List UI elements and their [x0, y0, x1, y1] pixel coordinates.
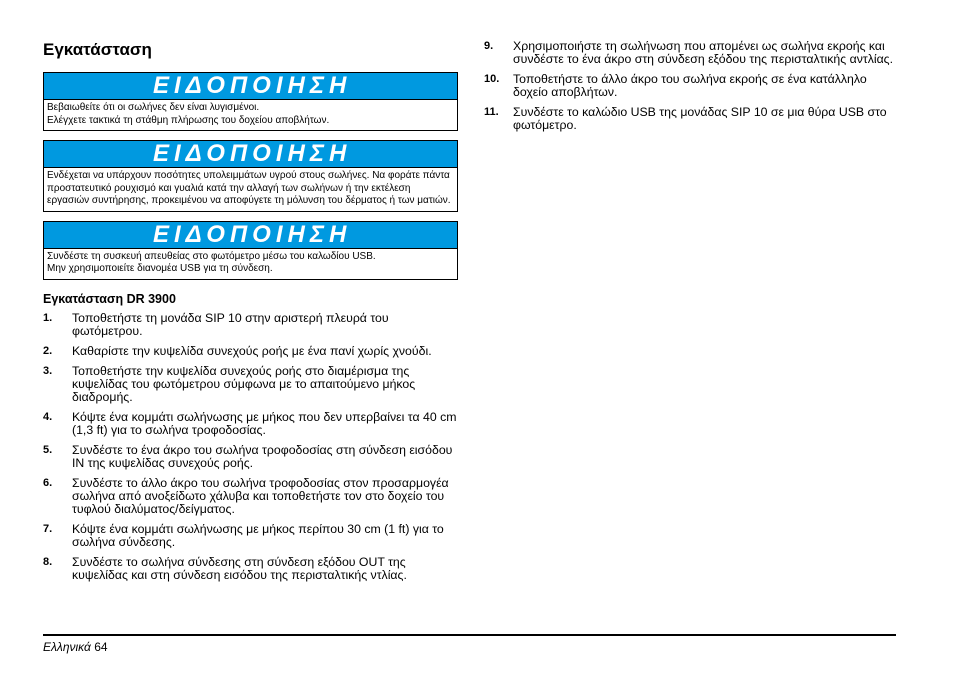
- step-number: 5.: [43, 443, 53, 456]
- footer-divider: [43, 634, 896, 636]
- step-number: 2.: [43, 344, 53, 357]
- step-list-right: [484, 40, 896, 132]
- list-item: [43, 312, 458, 338]
- notice-heading: ΕΙΔΟΠΟΙΗΣΗ: [44, 222, 457, 249]
- footer-language: Ελληνικά: [43, 640, 91, 654]
- step-text: Τοποθετήστε την κυψελίδα συνεχούς ροής στο διαμέρισμα της κυψελίδας του φωτόμετρου σύμφωνα με το απαιτούμενο μήκος διαδρομής.: [72, 363, 416, 404]
- step-text: Καθαρίστε την κυψελίδα συνεχούς ροής με ένα πανί χωρίς χνούδι.: [72, 343, 432, 358]
- list-item: [484, 73, 896, 99]
- step-text: Συνδέστε το σωλήνα σύνδεσης στη σύνδεση εξόδου OUT της κυψελίδας και στη σύνδεση εισόδου της περισταλτικής ντλίας.: [72, 554, 407, 582]
- page-number: 64: [94, 640, 108, 654]
- notice-line: Ελέγχετε τακτικά τη στάθμη πλήρωσης του δοχείου αποβλήτων.: [47, 114, 330, 126]
- step-number: 6.: [43, 476, 53, 489]
- left-column: [43, 38, 458, 589]
- step-number: 4.: [43, 410, 53, 423]
- list-item: [43, 411, 458, 437]
- notice-heading: ΕΙΔΟΠΟΙΗΣΗ: [44, 141, 457, 168]
- step-text: Συνδέστε το άλλο άκρο του σωλήνα τροφοδοσίας στον προσαρμογέα σωλήνα από ανοξείδωτο χάλυβα και τοποθετήστε τον στο δοχείο του τυφλού διαλύματος/δείγματος.: [72, 475, 449, 516]
- page-footer: [43, 640, 108, 654]
- list-item: [43, 365, 458, 404]
- step-text: Κόψτε ένα κομμάτι σωλήνωσης με μήκος που δεν υπερβαίνει τα 40 cm (1,3 ft) για το σωλήνα τροφοδοσίας.: [72, 409, 457, 437]
- step-number: 10.: [484, 73, 500, 85]
- notice-line: Μην χρησιμοποιείτε διανομέα USB για τη σύνδεση.: [47, 263, 273, 274]
- step-text: Συνδέστε το ένα άκρο του σωλήνα τροφοδοσίας στη σύνδεση εισόδου IN της κυψελίδας συνεχούς ροής.: [72, 442, 453, 470]
- list-item: [43, 556, 458, 582]
- notice-line: Ενδέχεται να υπάρχουν ποσότητες υπολειμμάτων υγρού στους σωλήνες. Να φοράτε πάντα προστατευτικό ρουχισμό και γυαλιά κατά την αλλαγή των σωλήνων ή την εκτέλεση εργασιών συντήρησης, προκειμένου να αποφύγετε τη μόλυνση του δέρματος ή των ματιών.: [47, 170, 451, 206]
- step-number: 1.: [43, 311, 53, 324]
- list-item: [484, 40, 896, 66]
- notice-body: [44, 249, 457, 279]
- step-number: 11.: [484, 106, 499, 118]
- step-list-left: [43, 312, 458, 582]
- list-item: [43, 345, 458, 358]
- notice-body: [44, 168, 457, 211]
- step-text: Χρησιμοποιήστε τη σωλήνωση που απομένει ως σωλήνα εκροής και συνδέστε το ένα άκρο στη σύνδεση εξόδου της περισταλτικής αντλίας.: [513, 39, 894, 66]
- list-item: [43, 444, 458, 470]
- step-number: 9.: [484, 40, 494, 52]
- notice-box-1: [43, 72, 458, 131]
- section-subtitle: Εγκατάσταση DR 3900: [43, 291, 176, 306]
- list-item: [43, 477, 458, 516]
- list-item: [43, 523, 458, 549]
- notice-box-2: [43, 140, 458, 212]
- page-title: Εγκατάσταση: [43, 40, 152, 59]
- step-text: Συνδέστε το καλώδιο USB της μονάδας SIP 10 σε μια θύρα USB στο φωτόμετρο.: [513, 105, 887, 132]
- notice-box-3: [43, 221, 458, 280]
- notice-body: [44, 100, 457, 130]
- step-number: 3.: [43, 364, 53, 377]
- step-number: 7.: [43, 522, 53, 535]
- step-number: 8.: [43, 555, 53, 568]
- notice-heading: ΕΙΔΟΠΟΙΗΣΗ: [44, 73, 457, 100]
- step-text: Τοποθετήστε το άλλο άκρο του σωλήνα εκροής σε ένα κατάλληλο δοχείο αποβλήτων.: [513, 72, 867, 99]
- step-text: Κόψτε ένα κομμάτι σωλήνωσης με μήκος περίπου 30 cm (1 ft) για το σωλήνα σύνδεσης.: [72, 521, 444, 549]
- notice-line: Βεβαιωθείτε ότι οι σωλήνες δεν είναι λυγισμένοι.: [47, 102, 260, 113]
- notice-line: Συνδέστε τη συσκευή απευθείας στο φωτόμετρο μέσω του καλωδίου USB.: [47, 250, 376, 262]
- step-text: Τοποθετήστε τη μονάδα SIP 10 στην αριστερή πλευρά του φωτόμετρου.: [72, 310, 389, 338]
- list-item: [484, 106, 896, 132]
- right-column: [484, 40, 896, 139]
